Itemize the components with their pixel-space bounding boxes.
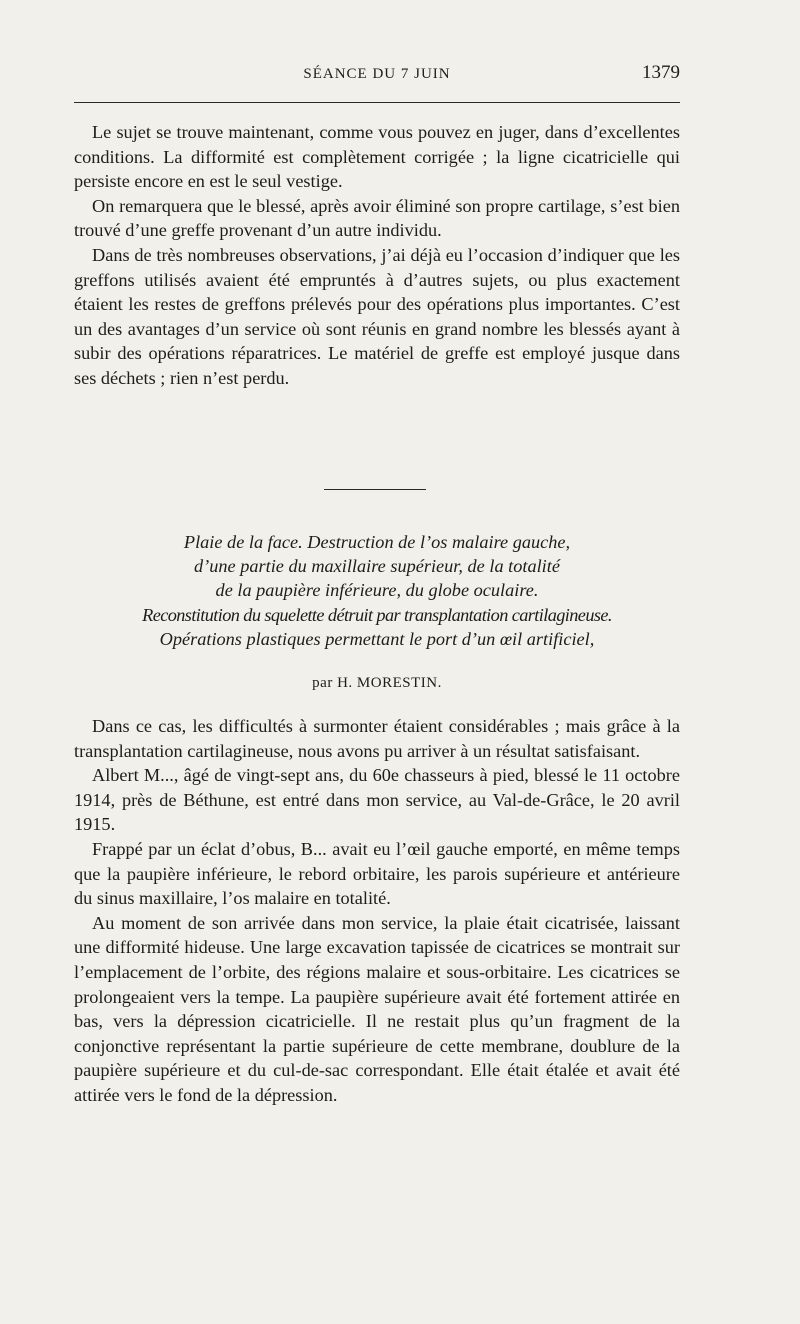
paragraph: On remarquera que le blessé, après avoir éliminé son propre cartilage, s’est bien trouvé d’une greffe provenant d’un autre individu. <box>74 195 680 241</box>
running-head-title: SÉANCE DU 7 JUIN <box>303 66 451 82</box>
title-line: de la paupière inférieure, du globe oculaire. <box>215 580 539 601</box>
header-rule <box>74 102 680 103</box>
title-line: Reconstitution du squelette détruit par transplantation cartilagineuse. <box>142 604 612 625</box>
paragraph: Le sujet se trouve maintenant, comme vous pouvez en juger, dans d’excellentes conditions. La difformité est complètement corrigée ; la ligne cicatricielle qui persiste encore en est le seul vestige. <box>74 122 680 192</box>
running-head <box>74 62 680 90</box>
paragraph: Dans ce cas, les difficultés à surmonter étaient considérables ; mais grâce à la transplantation cartilagineuse, nous avons pu arriver à un résultat satisfaisant. <box>74 716 680 761</box>
title-line: d’une partie du maxillaire supérieur, de la totalité <box>194 556 560 577</box>
paragraph: Albert M..., âgé de vingt-sept ans, du 60e chasseurs à pied, blessé le 11 octobre 1914, près de Béthune, est entré dans mon service, au Val-de-Grâce, le 20 avril 1915. <box>74 765 680 835</box>
article-title <box>74 530 680 651</box>
text-block-top <box>74 120 680 391</box>
section-separator <box>324 489 426 490</box>
paragraph: Dans de très nombreuses observations, j’ai déjà eu l’occasion d’indiquer que les greffons utilisés avaient été empruntés à d’autres sujets, ou plus exactement étaient les restes de greffons prélevés pour des opérations plus importantes. C’est un des avantages d’un service où sont réunis en grand nombre les blessés ayant à subir des opérations réparatrices. Le matériel de greffe est employé jusque dans ses déchets ; rien n’est perdu. <box>74 244 680 388</box>
author-byline: par H. MORESTIN. <box>312 675 442 691</box>
text-block-bottom <box>74 714 680 1108</box>
paragraph: Au moment de son arrivée dans mon service, la plaie était cicatrisée, laissant une difformité hideuse. Une large excavation tapissée de cicatrices se montrait sur l’emplacement de l’orbite, des régions malaire et sous-orbitaire. Les cicatrices se prolongeaient vers la tempe. La paupière supérieure avait été fortement attirée en bas, vers la dépression cicatricielle. Il ne restait plus qu’un fragment de la conjonctive représentant la partie supérieure de cette membrane, doublure de la paupière supérieure et du cul-de-sac correspondant. Elle était étalée et avait été attirée vers le fond de la dépression. <box>74 912 680 1105</box>
page-number: 1379 <box>642 62 680 83</box>
title-line: Opérations plastiques permettant le port d’un œil artificiel, <box>159 628 595 649</box>
title-line: Plaie de la face. Destruction de l’os malaire gauche, <box>183 532 571 552</box>
paragraph: Frappé par un éclat d’obus, B... avait eu l’œil gauche emporté, en même temps que la paupière inférieure, le rebord orbitaire, les parois supérieure et antérieure du sinus maxillaire, l’os malaire en totalité. <box>74 838 680 909</box>
